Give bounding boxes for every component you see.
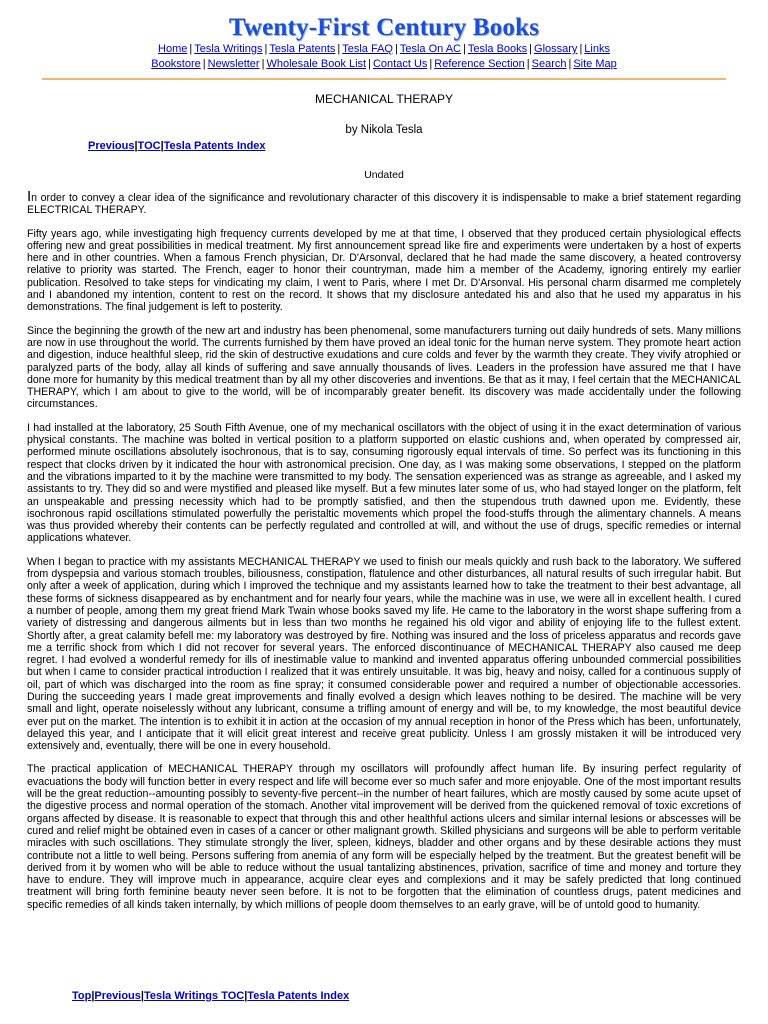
- toc-link[interactable]: TOC: [137, 140, 161, 152]
- nav-separator: |: [189, 43, 193, 55]
- article-bottom-nav: [72, 990, 349, 1002]
- nav-link-wholesale-book-list[interactable]: Wholesale Book List: [266, 58, 367, 70]
- nav-separator: |: [140, 990, 144, 1002]
- nav-separator: |: [429, 58, 433, 70]
- nav-link-newsletter[interactable]: Newsletter: [207, 58, 260, 70]
- nav-link-tesla-books[interactable]: Tesla Books: [467, 43, 528, 55]
- nav-separator: |: [579, 43, 583, 55]
- nav-separator: |: [463, 43, 466, 55]
- nav-separator: |: [264, 43, 268, 55]
- nav-link-contact-us[interactable]: Contact Us: [372, 58, 428, 70]
- paragraph-text: n order to convey a clear idea of the significance and revolutionary character of this discovery it is indispensable to make a brief statement regarding ELECTRICAL THERAPY.: [27, 192, 741, 217]
- drop-cap: I: [27, 188, 32, 205]
- nav-separator: |: [244, 990, 248, 1002]
- tesla-patents-index-link[interactable]: Tesla Patents Index: [247, 990, 350, 1002]
- article-body: [27, 188, 741, 911]
- article-date: Undated: [364, 169, 404, 181]
- nav-link-site-map[interactable]: Site Map: [573, 58, 617, 70]
- nav-separator: |: [368, 58, 371, 70]
- nav-link-home[interactable]: Home: [158, 43, 188, 55]
- nav-link-tesla-writings[interactable]: Tesla Writings: [194, 43, 263, 55]
- article-paragraph: The practical application of MECHANICAL THERAPY through my oscillators will profoundly affect human life. By insuring perfect regularity of evacuations the body will function better in every respect and life will become ever so much safer and more enjoyable. One of the most important results will be the great reduction--amounting possibly to seventy-five percent--in the number of heart failures, which are mostly caused by some acute upset of the digestive process and normal operation of the stomach. Another vital improvement will be derived from the quickened removal of toxic excretions of organs affected by disease. It is reasonable to expect that through this and other healthful actions ulcers and similar internal lesions or abscesses will be cured and relief might be obtained even in cases of a cancer or other malignant growth. Skilled physicians and surgeons will be able to perform veritable miracles with such oscillations. They stimulate strongly the liver, spleen, kidneys, bladder and other organs and by these desirable actions they must contribute not a little to well being. Persons suffering from anemia of any form will be especially helped by the treatment. But the greatest benefit will be derived from it by women who will be able to reduce without the usual tantalizing abstinences, privation, sacrifice of time and money and torture they have to endure. They will improve much in appearance, acquire clear eyes and complexions and it may be safely predicted that long continued treatment will bring forth feminine beauty never seen before. It is not to be forgotten that the elimination of countless drugs, patent medicines and specific remedies of all kinds taken internally, by which millions of people doom themselves to an early grave, will be of untold good to humanity.: [27, 763, 741, 911]
- article-top-nav: [88, 139, 768, 153]
- article-paragraph: When I began to practice with my assistants MECHANICAL THERAPY we used to finish our meals quickly and rush back to the laboratory. We suffered from dyspepsia and various stomach troubles, biliousness, constipation, flatulence and other disturbances, all natural results of such irregular habit. But only after a week of application, during which I improved the technique and my assistants learned how to take the treatment to their best advantage, all these forms of sickness disappeared as by enchantment and for nearly four years, while the machine was in use, we were all in excellent health. I cured a number of people, among them my great friend Mark Twain whose books saved my life. He came to the laboratory in the worst shape suffering from a variety of distressing and dangerous ailments but in less than two months he regained his old vigor and ability of enjoying life to the fullest extent. Shortly after, a great calamity befell me: my laboratory was destroyed by fire. Nothing was insured and the loss of priceless apparatus and records gave me a terrific shock from which I did not recover for several years. The enforced discontinuance of MECHANICAL THERAPY also caused me deep regret. I had evolved a wonderful remedy for ills of inestimable value to mankind and invented apparatus offering unbounded commercial possibilities but when I came to consider practical introduction I realized that it was entirely unsuitable. It was big, heavy and noisy, called for a continuous supply of oil, part of which was discharged into the room as fine spray; it consumed considerable power and required a number of objectionable accessories. During the succeeding years I made great improvements and finally evolved a design which leaves nothing to be desired. The machine will be very small and light, operate noiselessly without any lubricant, consume a trifling amount of energy and will be, to my knowledge, the most beautiful device ever put on the market. The intention is to exhibit it in action at the occasion of my annual reception in honor of the Press which has been, unfortunately, delayed this year, and I anticipate that it will elicit great interest and receive great publicity. Unless I am grossly mistaken it will be introduced very extensively and, eventually, there will be one in every household.: [27, 555, 741, 753]
- header-divider: [42, 78, 726, 80]
- nav-link-reference-section[interactable]: Reference Section: [434, 58, 525, 70]
- nav-link-search[interactable]: Search: [531, 58, 567, 70]
- nav-separator: |: [261, 58, 265, 70]
- previous-link[interactable]: Previous: [88, 140, 135, 152]
- tesla-writings-toc-link[interactable]: Tesla Writings TOC: [143, 990, 245, 1002]
- article-byline: by Nikola Tesla: [345, 124, 423, 136]
- nav-separator: |: [134, 140, 138, 152]
- nav-row-primary: [0, 42, 768, 57]
- nav-separator: |: [91, 990, 95, 1002]
- article-paragraph: Since the beginning the growth of the new art and industry has been phenomenal, some manufacturers turning out daily hundreds of sets. Many millions are now in use throughout the world. The currents furnished by them have proved an ideal tonic for the human nerve system. They promote heart action and digestion, induce healthful sleep, rid the skin of destructive exudations and cure colds and fever by the warmth they create. They vivify atrophied or paralyzed parts of the body, allay all kinds of suffering and save annually thousands of lives. Leaders in the profession have assured me that I have done more for humanity by this medical treatment than by all my other discoveries and inventions. Be that as it may, I feel certain that the MECHANICAL THERAPY, which I am about to give to the world, will be of incomparably greater benefit. Its discovery was made accidentally under the following circumstances.: [27, 324, 741, 411]
- tesla-patents-index-link[interactable]: Tesla Patents Index: [163, 140, 266, 152]
- article-paragraph: [27, 188, 741, 217]
- nav-link-tesla-patents[interactable]: Tesla Patents: [269, 43, 336, 55]
- nav-separator: |: [395, 43, 398, 55]
- previous-link[interactable]: Previous: [94, 990, 141, 1002]
- nav-link-glossary[interactable]: Glossary: [534, 43, 578, 55]
- nav-separator: |: [160, 140, 164, 152]
- nav-link-bookstore[interactable]: Bookstore: [151, 58, 201, 70]
- nav-link-links[interactable]: Links: [584, 43, 610, 55]
- article-title: MECHANICAL THERAPY: [314, 92, 454, 106]
- nav-link-tesla-on-ac[interactable]: Tesla On AC: [399, 43, 461, 55]
- nav-separator: |: [526, 58, 530, 70]
- nav-separator: |: [529, 43, 533, 55]
- nav-separator: |: [202, 58, 206, 70]
- site-header: [0, 0, 768, 72]
- article-paragraph: I had installed at the laboratory, 25 South Fifth Avenue, one of my mechanical oscillators with the object of using it in the exact determination of various physical constants. The machine was bolted in vertical position to a platform supported on elastic cushions and, when operated by compressed air, performed minute oscillations absolutely isochronous, that is to say, consuming rigorously equal intervals of time. So perfect was its functioning in this respect that clocks driven by it indicated the hour with astronomical precision. One day, as I was making some observations, I stepped on the platform and the vibrations imparted to it by the machine were transmitted to my body. The sensation experienced was as strange as agreeable, and I asked my assistants to try. They did so and were mystified and pleased like myself. But a few minutes later some of us, who had stayed longer on the platform, felt an unspeakable and pressing necessity which had to be promptly satisfied, and then the stupendous truth dawned upon me. Evidently, these isochronous rapid oscillations stimulated powerfully the peristaltic movements which propel the food-stuffs through the alimentary channels. A means was thus provided whereby their contents can be perfectly regulated and controlled at will, and without the use of drugs, specific remedies or internal applications whatever.: [27, 421, 741, 545]
- top-link[interactable]: Top: [72, 990, 92, 1002]
- nav-link-tesla-faq[interactable]: Tesla FAQ: [342, 43, 393, 55]
- site-title[interactable]: Twenty-First Century Books: [228, 14, 540, 41]
- nav-separator: |: [568, 58, 572, 70]
- article-paragraph: Fifty years ago, while investigating high frequency currents developed by me at that time, I observed that they produced certain physiological effects offering new and great possibilities in medical treatment. My first announcement spread like fire and experiments were undertaken by a host of experts here and in other countries. When a famous French physician, Dr. D'Arsonval, declared that he had made the same discovery, a heated controversy relative to priority was started. The French, eager to honor their countryman, made him a member of the Academy, ignoring entirely my earlier publication. Resolved to take steps for vindicating my claim, I went to Paris, where I met Dr. D'Arsonval. His personal charm disarmed me completely and I abandoned my intention, content to rest on the record. It shows that my disclosure antedated his and also that he used my apparatus in his demonstrations. The final judgement is left to posterity.: [27, 227, 741, 314]
- nav-row-secondary: [0, 57, 768, 72]
- nav-separator: |: [337, 43, 341, 55]
